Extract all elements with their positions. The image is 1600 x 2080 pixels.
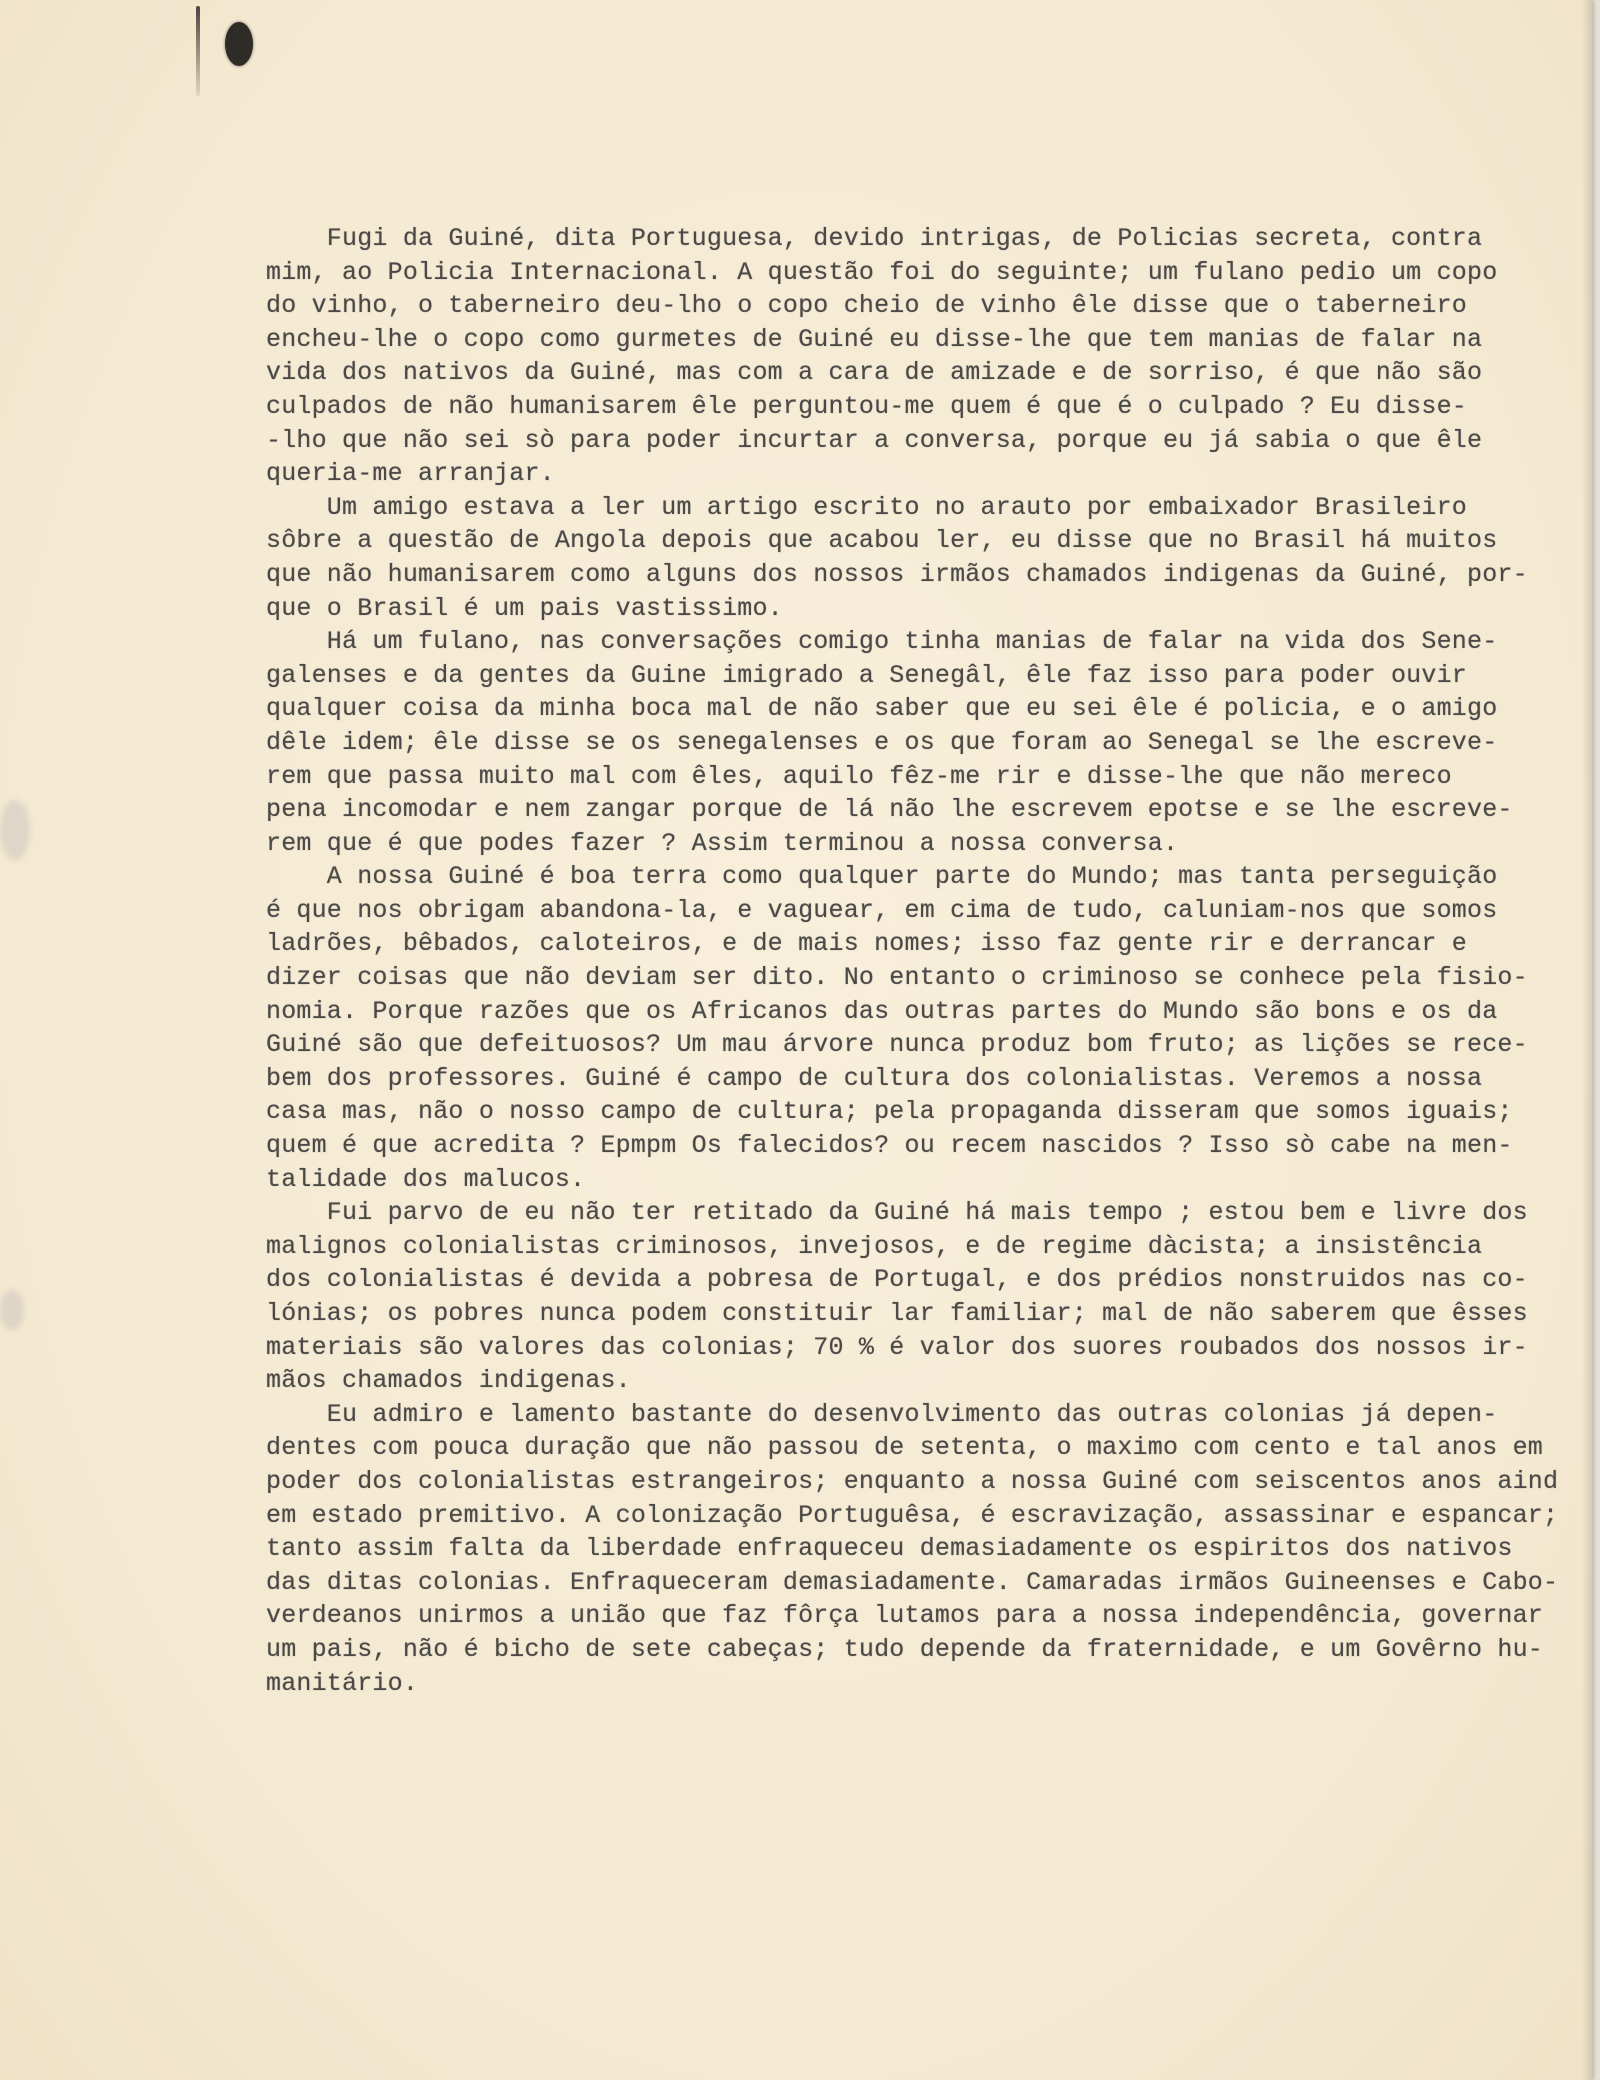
text-line: qualquer coisa da minha boca mal de não saber que eu sei êle é policia, e o amigo (266, 694, 1498, 724)
text-line: Há um fulano, nas conversações comigo tinha manias de falar na vida dos Sene- (266, 627, 1498, 657)
text-line: tanto assim falta da liberdade enfraqueceu demasiadamente os espiritos dos nativos (266, 1534, 1513, 1564)
text-line: rem que é que podes fazer ? Assim terminou a nossa conversa. (266, 828, 1179, 858)
text-line: -lho que não sei sò para poder incurtar a conversa, porque eu já sabia o que êle (266, 425, 1483, 455)
text-line: dos colonialistas é devida a pobresa de Portugal, e dos prédios nonstruidos nas co- (266, 1265, 1528, 1295)
text-line: nomia. Porque razões que os Africanos das outras partes do Mundo são bons e os da (266, 996, 1498, 1026)
text-line: culpados de não humanisarem êle perguntou-me quem é que é o culpado ? Eu disse- (266, 391, 1467, 421)
text-line: galenses e da gentes da Guine imigrado a Senegâl, êle faz isso para poder ouvir (266, 660, 1467, 690)
text-line: mim, ao Policia Internacional. A questão foi do seguinte; um fulano pedio um copo (266, 257, 1498, 287)
text-line: dêle idem; êle disse se os senegalenses e os que foram ao Senegal se lhe escreve- (266, 727, 1498, 757)
text-line: dentes com pouca duração que não passou de setenta, o maximo com cento e tal anos em (266, 1433, 1544, 1463)
text-line: encheu-lhe o copo como gurmetes de Guiné eu disse-lhe que tem manias de falar na (266, 324, 1483, 354)
text-line: um pais, não é bicho de sete cabeças; tudo depende da fraternidade, e um Govêrno hu- (266, 1634, 1544, 1664)
text-line: rem que passa muito mal com êles, aquilo fêz-me rir e disse-lhe que não mereco (266, 761, 1452, 791)
text-line: dizer coisas que não deviam ser dito. No entanto o criminoso se conhece pela fisio- (266, 963, 1528, 993)
text-line: Fui parvo de eu não ter retitado da Guiné há mais tempo ; estou bem e livre dos (266, 1198, 1528, 1228)
text-line: que não humanisarem como alguns dos nossos irmãos chamados indigenas da Guiné, por- (266, 559, 1528, 589)
paper-stain (0, 800, 30, 860)
text-line: casa mas, não o nosso campo de cultura; pela propaganda disseram que somos iguais; (266, 1097, 1513, 1127)
text-line: mãos chamados indigenas. (266, 1366, 631, 1396)
text-line: Fugi da Guiné, dita Portuguesa, devido intrigas, de Policias secreta, contra (266, 224, 1483, 253)
text-line: lónias; os pobres nunca podem constituir lar familiar; mal de não saberem que êsses (266, 1299, 1528, 1328)
text-line: quem é que acredita ? Epmpm Os falecidos? ou recem nascidos ? Isso sò cabe na men- (266, 1131, 1513, 1161)
text-line: vida dos nativos da Guiné, mas com a cara de amizade e de sorriso, é que não são (266, 358, 1483, 388)
text-line: manitário. (266, 1668, 419, 1698)
text-line: malignos colonialistas criminosos, invejosos, e de regime dàcista; a insistência (266, 1231, 1483, 1261)
text-line: poder dos colonialistas estrangeiros; enquanto a nossa Guiné com seiscentos anos aind (266, 1466, 1559, 1496)
text-line: pena incomodar e nem zangar porque de lá não lhe escrevem epotse e se lhe escreve- (266, 795, 1513, 825)
text-line: ladrões, bêbados, caloteiros, e de mais nomes; isso faz gente rir e derrancar e (266, 929, 1467, 959)
text-line: queria-me arranjar. (266, 459, 555, 489)
text-line: talidade dos malucos. (266, 1164, 586, 1194)
text-line: verdeanos unirmos a união que faz fôrça lutamos para a nossa independência, governar (266, 1601, 1544, 1631)
text-line: sôbre a questão de Angola depois que acabou ler, eu disse que no Brasil há muitos (266, 526, 1498, 556)
paper-stain (0, 1290, 24, 1330)
text-line: do vinho, o taberneiro deu-lho o copo cheio de vinho êle disse que o taberneiro (266, 291, 1467, 321)
text-line: materiais são valores das colonias; 70 % é valor dos suores roubados dos nossos ir- (266, 1332, 1528, 1362)
text-line: em estado premitivo. A colonização Portuguêsa, é escravização, assassinar e espancar; (266, 1500, 1559, 1530)
text-line: Eu admiro e lamento bastante do desenvolvimento das outras colonias já depen- (266, 1399, 1498, 1429)
punch-hole (225, 22, 253, 66)
punch-mark (196, 6, 200, 96)
text-line: Guiné são que defeituosos? Um mau árvore nunca produz bom fruto; as lições se rece- (266, 1030, 1528, 1060)
text-line: que o Brasil é um pais vastissimo. (266, 593, 783, 623)
text-line: bem dos professores. Guiné é campo de cultura dos colonialistas. Veremos a nossa (266, 1063, 1483, 1093)
text-line: A nossa Guiné é boa terra como qualquer parte do Mundo; mas tanta perseguição (266, 862, 1498, 892)
text-line: é que nos obrigam abandona-la, e vaguear, em cima de tudo, caluniam-nos que somos (266, 895, 1498, 925)
text-line: das ditas colonias. Enfraqueceram demasiadamente. Camaradas irmãos Guineenses e Cabo- (266, 1567, 1559, 1597)
typed-text-body (266, 222, 1584, 1700)
text-line: Um amigo estava a ler um artigo escrito no arauto por embaixador Brasileiro (266, 492, 1467, 522)
page-edge-shadow (1582, 0, 1592, 2080)
